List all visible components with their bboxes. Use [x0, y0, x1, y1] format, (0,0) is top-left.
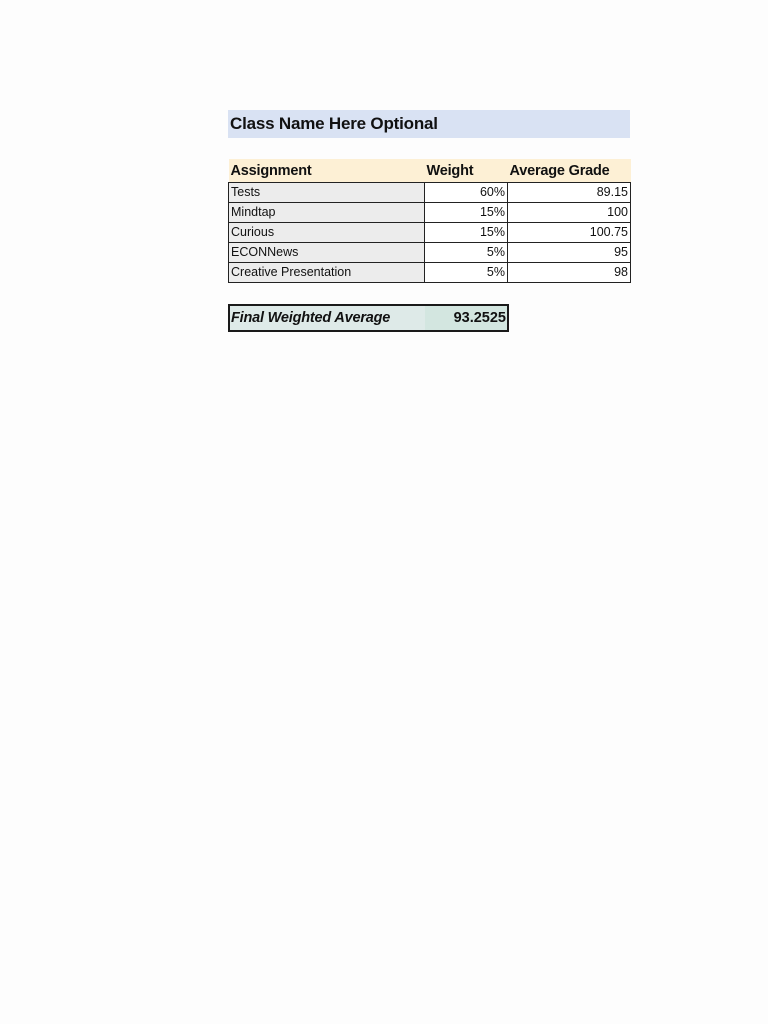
final-average-value[interactable]: 93.2525 — [425, 306, 507, 330]
table-row — [229, 263, 631, 283]
header-assignment[interactable]: Assignment — [229, 159, 425, 183]
header-weight[interactable]: Weight — [425, 159, 508, 183]
assignment-cell[interactable]: Creative Presentation — [229, 263, 425, 283]
assignment-cell[interactable]: Mindtap — [229, 203, 425, 223]
final-average-label[interactable]: Final Weighted Average — [230, 306, 425, 330]
weight-cell[interactable]: 15% — [425, 203, 508, 223]
assignment-cell[interactable]: Curious — [229, 223, 425, 243]
weight-cell[interactable]: 5% — [425, 263, 508, 283]
final-weighted-average-box — [228, 304, 509, 332]
weight-cell[interactable]: 15% — [425, 223, 508, 243]
table-row — [229, 223, 631, 243]
grade-cell[interactable]: 100.75 — [508, 223, 631, 243]
table-row — [229, 203, 631, 223]
grade-cell[interactable]: 89.15 — [508, 183, 631, 203]
weight-cell[interactable]: 5% — [425, 243, 508, 263]
header-average-grade[interactable]: Average Grade — [508, 159, 631, 183]
table-row — [229, 183, 631, 203]
grade-cell[interactable]: 100 — [508, 203, 631, 223]
grade-sheet — [228, 110, 630, 332]
weight-cell[interactable]: 60% — [425, 183, 508, 203]
grades-table — [228, 159, 631, 283]
assignment-cell[interactable]: Tests — [229, 183, 425, 203]
assignment-cell[interactable]: ECONNews — [229, 243, 425, 263]
grade-cell[interactable]: 95 — [508, 243, 631, 263]
class-title[interactable]: Class Name Here Optional — [228, 110, 630, 138]
header-row — [229, 159, 631, 183]
table-row — [229, 243, 631, 263]
grade-cell[interactable]: 98 — [508, 263, 631, 283]
